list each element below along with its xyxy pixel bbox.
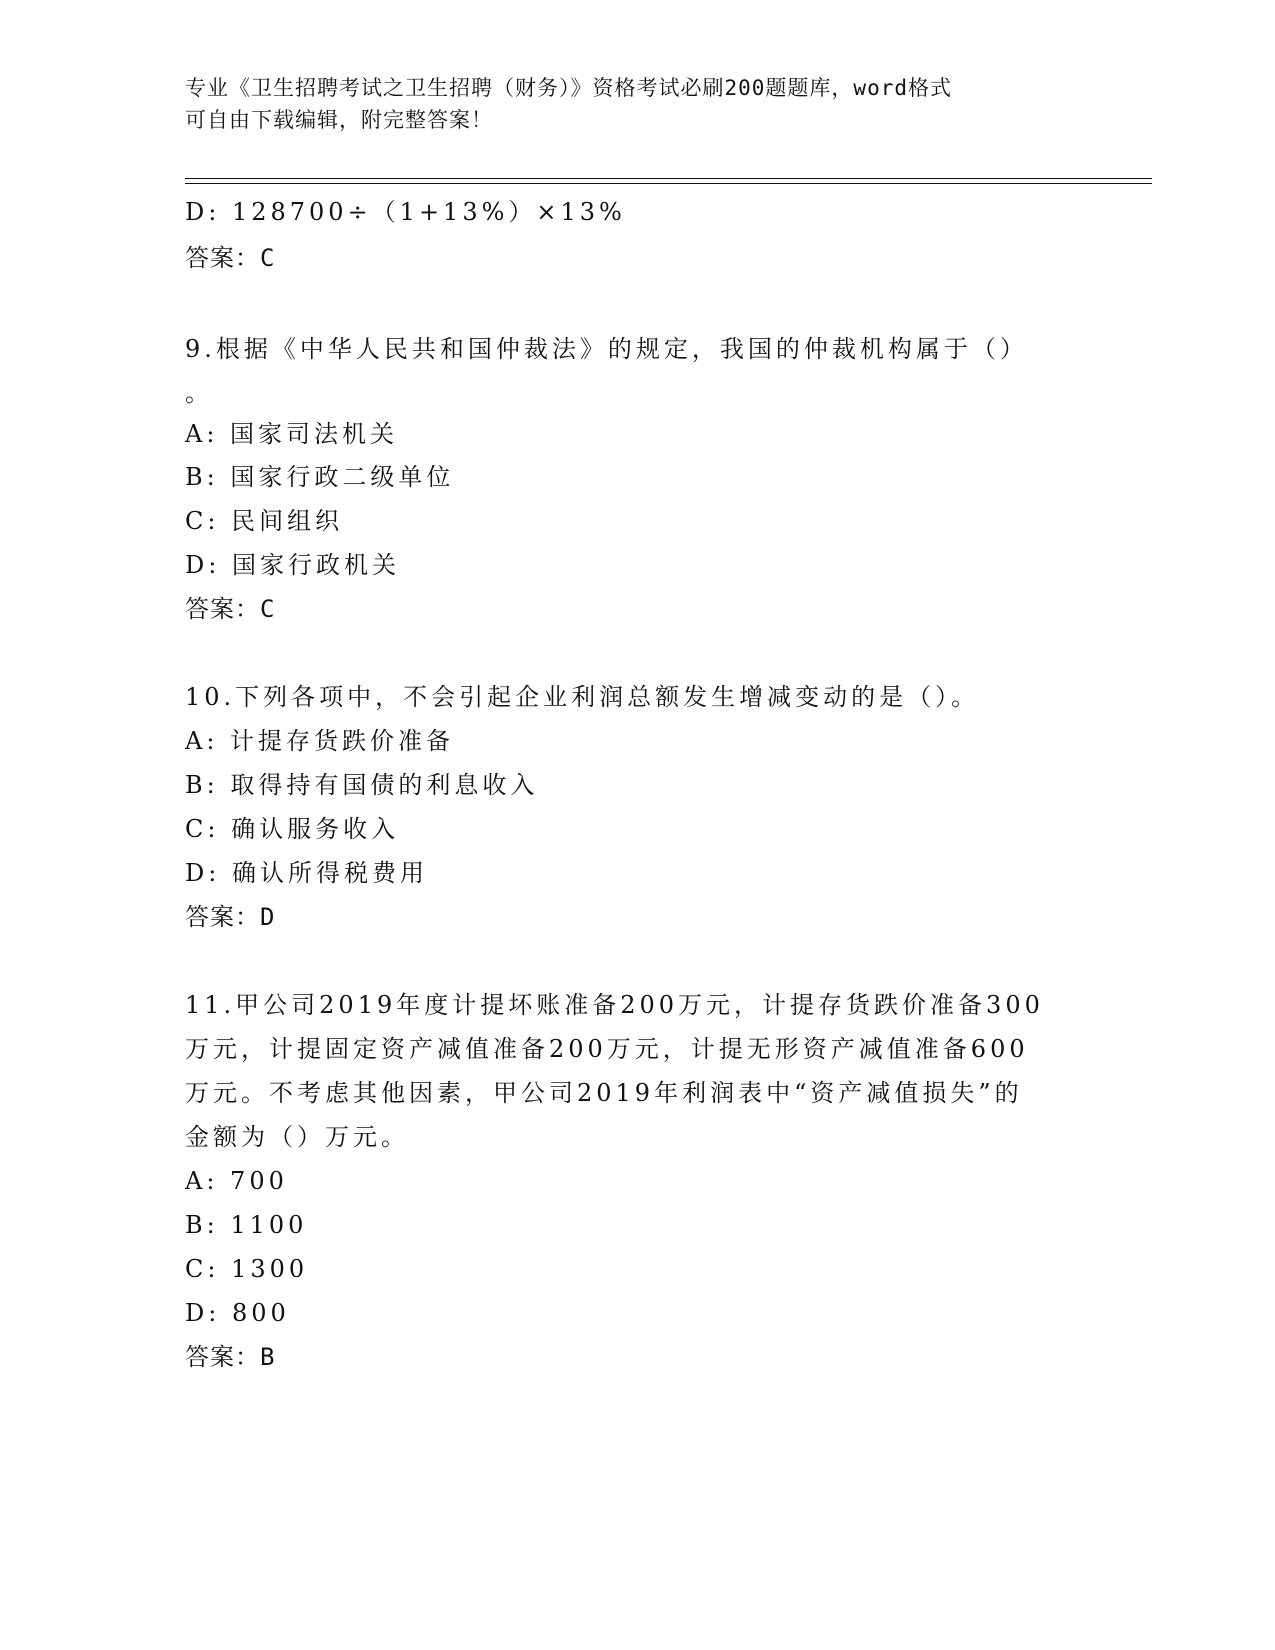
question-11: [185, 983, 1085, 1379]
option-a: A: 700: [185, 1166, 288, 1195]
header-line: 可自由下载编辑，附完整答案！: [185, 108, 493, 132]
document-header: [185, 72, 1065, 136]
option-d: D: 128700÷（1+13%）×13%: [185, 198, 626, 226]
option-d: D: 800: [185, 1298, 290, 1327]
question-list: [185, 190, 1085, 1379]
option-b: B: 取得持有国债的利息收入: [185, 770, 539, 799]
header-divider: [185, 178, 1152, 179]
option-c: C: 1300: [185, 1254, 309, 1283]
header-line: 专业《卫生招聘考试之卫生招聘（财务）》资格考试必刷200题题库，word格式: [185, 76, 952, 100]
question-stem: 11.甲公司2019年度计提坏账准备200万元，计提存货跌价准备300: [185, 990, 1044, 1019]
option-d: D: 国家行政机关: [185, 550, 400, 579]
question-stem: 10.下列各项中，不会引起企业利润总额发生增减变动的是（）。: [185, 682, 980, 711]
option-a: A: 国家司法机关: [185, 419, 399, 448]
answer-line: 答案：B: [185, 1342, 276, 1371]
option-c: C: 民间组织: [185, 506, 344, 535]
answer-line: 答案：C: [185, 594, 276, 623]
question-stem: 万元，计提固定资产减值准备200万元，计提无形资产减值准备600: [185, 1034, 1029, 1063]
answer-line: 答案：C: [185, 243, 276, 272]
answer-line: 答案：D: [185, 902, 276, 931]
header-divider: [185, 183, 1152, 184]
option-d: D: 确认所得税费用: [185, 858, 428, 887]
option-a: A: 计提存货跌价准备: [185, 726, 455, 755]
question-stem: 。: [185, 378, 213, 407]
question-stem: 金额为（）万元。: [185, 1122, 409, 1151]
question-10: [185, 675, 1085, 939]
option-b: B: 1100: [185, 1210, 308, 1239]
question-stem: 万元。不考虑其他因素，甲公司2019年利润表中“资产减值损失”的: [185, 1078, 1023, 1107]
question-9: [185, 327, 1085, 631]
option-c: C: 确认服务收入: [185, 814, 400, 843]
question-stem: 9.根据《中华人民共和国仲裁法》的规定，我国的仲裁机构属于（）: [185, 335, 1028, 363]
previous-question-tail: [185, 190, 1085, 281]
option-b: B: 国家行政二级单位: [185, 462, 455, 491]
